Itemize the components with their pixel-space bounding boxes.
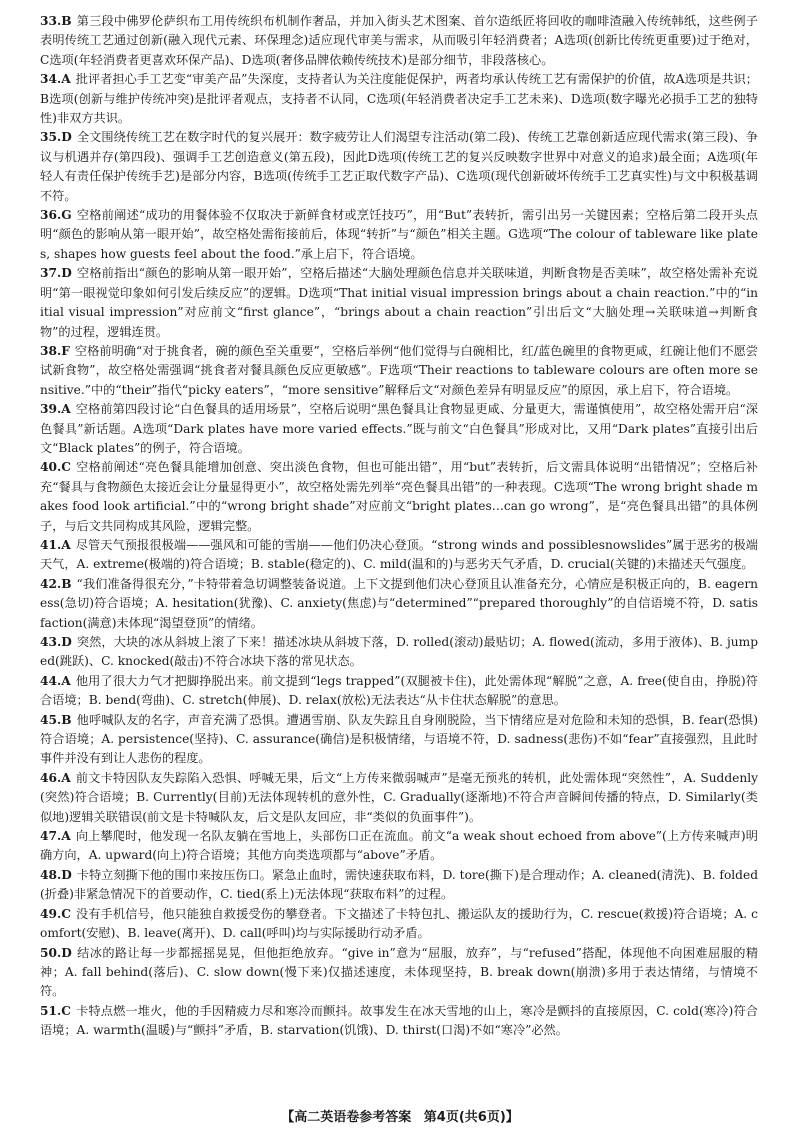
answer-explanation: 没有手机信号，他只能独自救援受伤的攀登者。下文描述了卡特包扎、搬运队友的援助行为，C. rescue(救援)符合语境；A. comfort(安慰)、B. leave(离开)、D. call(呼叫)均与实际援助行动矛盾。 (40, 906, 758, 941)
answer-item (40, 827, 758, 866)
answer-number: 44.A (40, 673, 71, 688)
answer-list (40, 12, 758, 1041)
answer-explanation: “我们准备得很充分，”卡特带着急切调整装备说道。上下文提到他们决心登顶且认准备充分，心情应是积极正向的，B. eagerness(急切)符合语境；A. hesitation(犹豫)、C. anxiety(焦虑)与“determined”“prepared thoroughly”的自信语境不符，D. satisfaction(满意)未体现“渴望登顶”的情绪。 (40, 576, 758, 630)
answer-item (40, 12, 758, 70)
answer-number: 39.A (40, 402, 71, 417)
answer-number: 45.B (40, 712, 72, 727)
answer-explanation: 第三段中佛罗伦萨织布工用传统织布机制作奢品，并加入街头艺术图案、首尔造纸匠将回收的咖啡渣融入传统韩纸，这些例子表明传统工艺通过创新(融入现代元素、环保理念)适应现代审美与需求，从而吸引年轻消费者；A选项(创新比传统更重要)过于绝对，C选项(年轻消费者更喜欢环保产品)、D选项(奢侈品牌依赖传统技术)是部分细节，非段落核心。 (40, 14, 758, 67)
answer-number: 50.D (40, 945, 72, 960)
answer-item (40, 400, 758, 458)
answer-number: 51.C (40, 1003, 71, 1018)
answer-explanation: 他用了很大力气才把脚挣脱出来。前文提到“legs trapped”(双腿被卡住)，此处需体现“解脱”之意，A. free(使自由，挣脱)符合语境；B. bend(弯曲)、C. stretch(伸展)、D. relax(放松)无法表达“从卡住状态解脱”的意思。 (40, 673, 758, 708)
answer-explanation: 他呼喊队友的名字，声音充满了恐惧。遭遇雪崩、队友失踪且自身刚脱险，当下情绪应是对危险和未知的恐惧，B. fear(恐惧)符合语境；A. persistence(坚持)、C. assurance(确信)是积极情绪，与语境不符，D. sadness(悲伤)不如“fear”直接强烈，且此时事件并没有到让人悲伤的程度。 (40, 712, 758, 766)
answer-item (40, 866, 758, 905)
answer-explanation: 结冰的路让每一步都摇摇晃晃，但他拒绝放弃。“give in”意为“屈服，放弃”，与“refused”搭配，体现他不向困难屈服的精神；A. fall behind(落后)、C. slow down(慢下来)仅描述速度，未体现坚持，B. break down(崩溃)多用于表达情绪，与情境不符。 (40, 945, 758, 999)
answer-item (40, 264, 758, 342)
answer-explanation: 突然，大块的冰从斜坡上滚了下来！描述冰块从斜坡下落，D. rolled(滚动)最贴切；A. flowed(流动，多用于液体)、B. jumped(跳跃)、C. knocked(敲击)不符合冰块下落的常见状态。 (40, 635, 758, 669)
footer-page-number: 第4页(共6页)】 (423, 1110, 519, 1125)
answer-item (40, 1002, 758, 1041)
answer-item (40, 575, 758, 633)
answer-number: 35.D (40, 130, 72, 145)
answer-explanation: 前文卡特因队友失踪陷入恐惧、呼喊无果，后文“上方传来微弱喊声”是毫无预兆的转机，此处需体现“突然性”，A. Suddenly(突然)符合语境；B. Currently(目前)无法体现转机的意外性，C. Gradually(逐渐地)不符合声音瞬间传播的特点，D. Similarly(类似地)逻辑关联错误(前文是卡特喊队友，后文是队友回应，非“类似的负面事件”)。 (40, 770, 758, 824)
answer-number: 48.D (40, 867, 72, 882)
answer-item (40, 769, 758, 827)
answer-number: 38.F (40, 343, 70, 358)
answer-item (40, 206, 758, 264)
answer-item (40, 672, 758, 711)
answer-number: 43.D (40, 635, 72, 649)
footer-title: 【高二英语卷参考答案 (281, 1110, 412, 1125)
answer-number: 47.A (40, 829, 71, 844)
answer-explanation: 全文围绕传统工艺在数字时代的复兴展开：数字疲劳让人们渴望专注活动(第二段)、传统工艺靠创新适应现代需求(第三段)、争议与机遇并存(第四段)、强调手工艺创造意义(第五段)，因此D选项(传统工艺的复兴反映数字世界中对意义的追求)最全面；A选项(年轻人有责任保护传统手艺)是部分内容，B选项(传统手工艺正取代数字产品)、C选项(现代创新破坏传统手工艺真实性)与文中积极基调不符。 (40, 130, 758, 203)
answer-number: 37.D (40, 266, 72, 281)
answer-item (40, 458, 758, 536)
answer-explanation: 空格前阐述“亮色餐具能增加创意、突出淡色食物，但也可能出错”，用“but”表转折，后文需具体说明“出错情况”；空格后补充“餐具与食物颜色太接近会让分量显得更小”，故空格处需先列举“亮色餐具出错”的一种表现。C选项“The wrong bright shade makes food look artificial.”中的“wrong bright shade”对应前文“bright plates…can go wrong”，是“亮色餐具出错”的具体例子，与后文共同构成其风险，逻辑完整。 (40, 460, 758, 533)
answer-item (40, 128, 758, 206)
page-footer (0, 1106, 800, 1125)
answer-item (40, 944, 758, 1002)
answer-item (40, 536, 758, 575)
answer-explanation: 向上攀爬时，他发现一名队友躺在雪地上，头部伤口正在流血。前文“a weak shout echoed from above”(上方传来喊声)明确方向，A. upward(向上)符合语境；其他方向类选项都与“above”矛盾。 (40, 829, 758, 863)
answer-number: 36.G (40, 208, 72, 223)
answer-item (40, 905, 758, 944)
answer-number: 34.A (40, 72, 71, 87)
answer-item (40, 70, 758, 128)
answer-explanation: 卡特立刻撕下他的围巾来按压伤口。紧急止血时，需快速获取布料，D. tore(撕下)是合理动作；A. cleaned(清洗)、B. folded(折叠)非紧急情况下的首要动作，C. tied(系上)无法体现“获取布料”的过程。 (40, 867, 758, 902)
answer-number: 46.A (40, 770, 71, 785)
answer-explanation: 尽管天气预报很极端——强风和可能的雪崩——他们仍决心登顶。“strong winds and possiblesnowslides”属于恶劣的极端天气，A. extreme(极端的)符合语境；B. stable(稳定的)、C. mild(温和的)与恶劣天气矛盾，D. crucial(关键的)未描述天气强度。 (40, 537, 758, 572)
answer-number: 40.C (40, 460, 71, 475)
answer-number: 33.B (40, 14, 72, 28)
answer-explanation: 空格前阐述“成功的用餐体验不仅取决于新鲜食材或烹饪技巧”，用“But”表转折，需引出另一关键因素；空格后第二段开头点明“颜色的影响从第一眼开始”，故空格处需衔接前后，体现“转折”与“颜色”相关主题。G选项“The colour of tableware like plates, shapes how guests feel about the food.”承上启下，符合语境。 (40, 208, 758, 261)
answer-item (40, 711, 758, 769)
answer-number: 42.B (40, 576, 72, 591)
answer-explanation: 空格前指出“颜色的影响从第一眼开始”，空格后描述“大脑处理颜色信息并关联味道，判断食物是否美味”，故空格处需补充说明“第一眼视觉印象如何引发后续反应”的逻辑。D选项“That initial visual impression brings about a chain reaction.”中的“initial visual impression”对应前文“first glance”，“brings about a chain reaction”引出后文“大脑处理→关联味道→判断食物”的过程，逻辑连贯。 (40, 266, 758, 339)
answer-explanation: 空格前第四段讨论“白色餐具的适用场景”，空格后说明“黑色餐具让食物显更咸、分量更大，需谨慎使用”，故空格处需开启“深色餐具”新话题。A选项“Dark plates have more varied effects.”既与前文“白色餐具”形成对比，又用“Dark plates”直接引出后文“Black plates”的例子，符合语境。 (40, 402, 758, 455)
answer-number: 49.C (40, 906, 71, 921)
answer-number: 41.A (40, 537, 71, 552)
answer-explanation: 批评者担心手工艺变“审美产品”失深度，支持者认为关注度能促保护，两者均承认传统工艺有需保护的价值，故A选项是共识；B选项(创新与维护传统冲突)是批评者观点，支持者不认同，C选项(年轻消费者决定手工艺未来)、D选项(数字曝光必损手工艺的独特性)非双方共识。 (40, 72, 758, 126)
answer-explanation: 卡特点燃一堆火，他的手因精疲力尽和寒冷而颤抖。故事发生在冰天雪地的山上，寒冷是颤抖的直接原因，C. cold(寒冷)符合语境；A. warmth(温暖)与“颤抖”矛盾，B. starvation(饥饿)、D. thirst(口渴)不如“寒冷”必然。 (40, 1003, 758, 1038)
answer-explanation: 空格前明确“对于挑食者，碗的颜色至关重要”，空格后举例“他们觉得与白碗相比，红/蓝色碗里的食物更咸，红碗让他们不愿尝试新食物”，故空格处需强调“挑食者对餐具颜色反应更敏感”。F选项“Their reactions to tableware colours are often more sensitive.”中的“their”指代“picky eaters”，“more sensitive”解释后文“对颜色差异有明显反应”的原因，承上启下，符合语境。 (40, 343, 758, 397)
answer-item (40, 633, 758, 672)
answer-item (40, 342, 758, 400)
